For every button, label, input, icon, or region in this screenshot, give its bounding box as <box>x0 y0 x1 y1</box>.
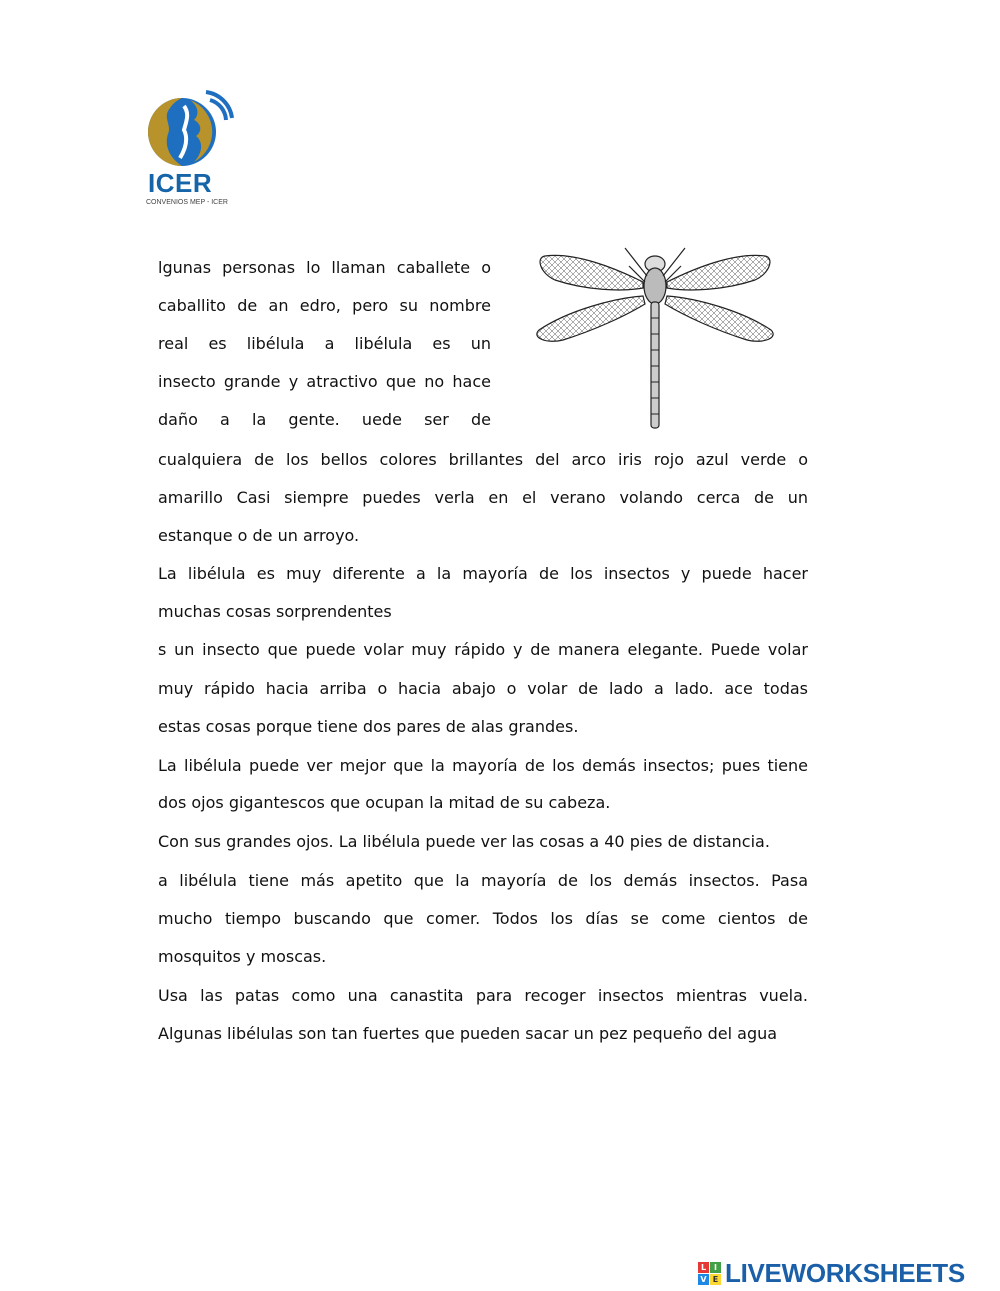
logo-title: ICER <box>148 168 213 198</box>
text-line: lgunas personas lo llaman caballete o <box>158 258 491 277</box>
text-line: real es libélula a libélula es un <box>158 334 491 353</box>
dragonfly-drawing <box>525 238 785 433</box>
logo-subtitle: CONVENIOS MEP - ICER <box>146 199 228 206</box>
badge-letter: I <box>710 1262 721 1273</box>
text-line: estas cosas porque tiene dos pares de alas grandes. <box>158 717 579 736</box>
text-line: daño a la gente. uede ser de <box>158 410 491 429</box>
badge-letter: E <box>710 1274 721 1285</box>
text-line: insecto grande y atractivo que no hace <box>158 372 491 391</box>
icer-logo <box>140 84 240 214</box>
text-line: estanque o de un arroyo. <box>158 526 360 545</box>
text-line: mosquitos y moscas. <box>158 947 327 966</box>
text-line: Usa las patas como una canastita para recoger insectos mientras vuela. <box>158 986 808 1005</box>
liveworksheets-brand[interactable] <box>698 1258 965 1289</box>
text-line: amarillo Casi siempre puedes verla en el verano volando cerca de un <box>158 488 808 507</box>
text-line: a libélula tiene más apetito que la mayoría de los demás insectos. Pasa <box>158 871 808 890</box>
dragonfly-illustration <box>525 238 785 433</box>
text-line: La libélula es muy diferente a la mayoría de los insectos y puede hacer <box>158 564 808 583</box>
text-line: La libélula puede ver mejor que la mayoría de los demás insectos; pues tiene <box>158 756 808 775</box>
badge-letter: V <box>698 1274 709 1285</box>
text-line: muchas cosas sorprendentes <box>158 602 392 621</box>
text-line: cualquiera de los bellos colores brillantes del arco iris rojo azul verde o <box>158 450 808 469</box>
live-badge-icon <box>698 1262 721 1285</box>
badge-letter: L <box>698 1262 709 1273</box>
text-line: muy rápido hacia arriba o hacia abajo o volar de lado a lado. ace todas <box>158 679 808 698</box>
text-line: s un insecto que puede volar muy rápido y de manera elegante. Puede volar <box>158 640 808 659</box>
text-line: mucho tiempo buscando que comer. Todos los días se come cientos de <box>158 909 808 928</box>
text-line: Con sus grandes ojos. La libélula puede ver las cosas a 40 pies de distancia. <box>158 832 770 851</box>
text-line: Algunas libélulas son tan fuertes que pueden sacar un pez pequeño del agua <box>158 1024 778 1043</box>
text-line: dos ojos gigantescos que ocupan la mitad de su cabeza. <box>158 793 611 812</box>
brand-name: LIVEWORKSHEETS <box>725 1258 965 1288</box>
text-line: caballito de an edro, pero su nombre <box>158 296 491 315</box>
